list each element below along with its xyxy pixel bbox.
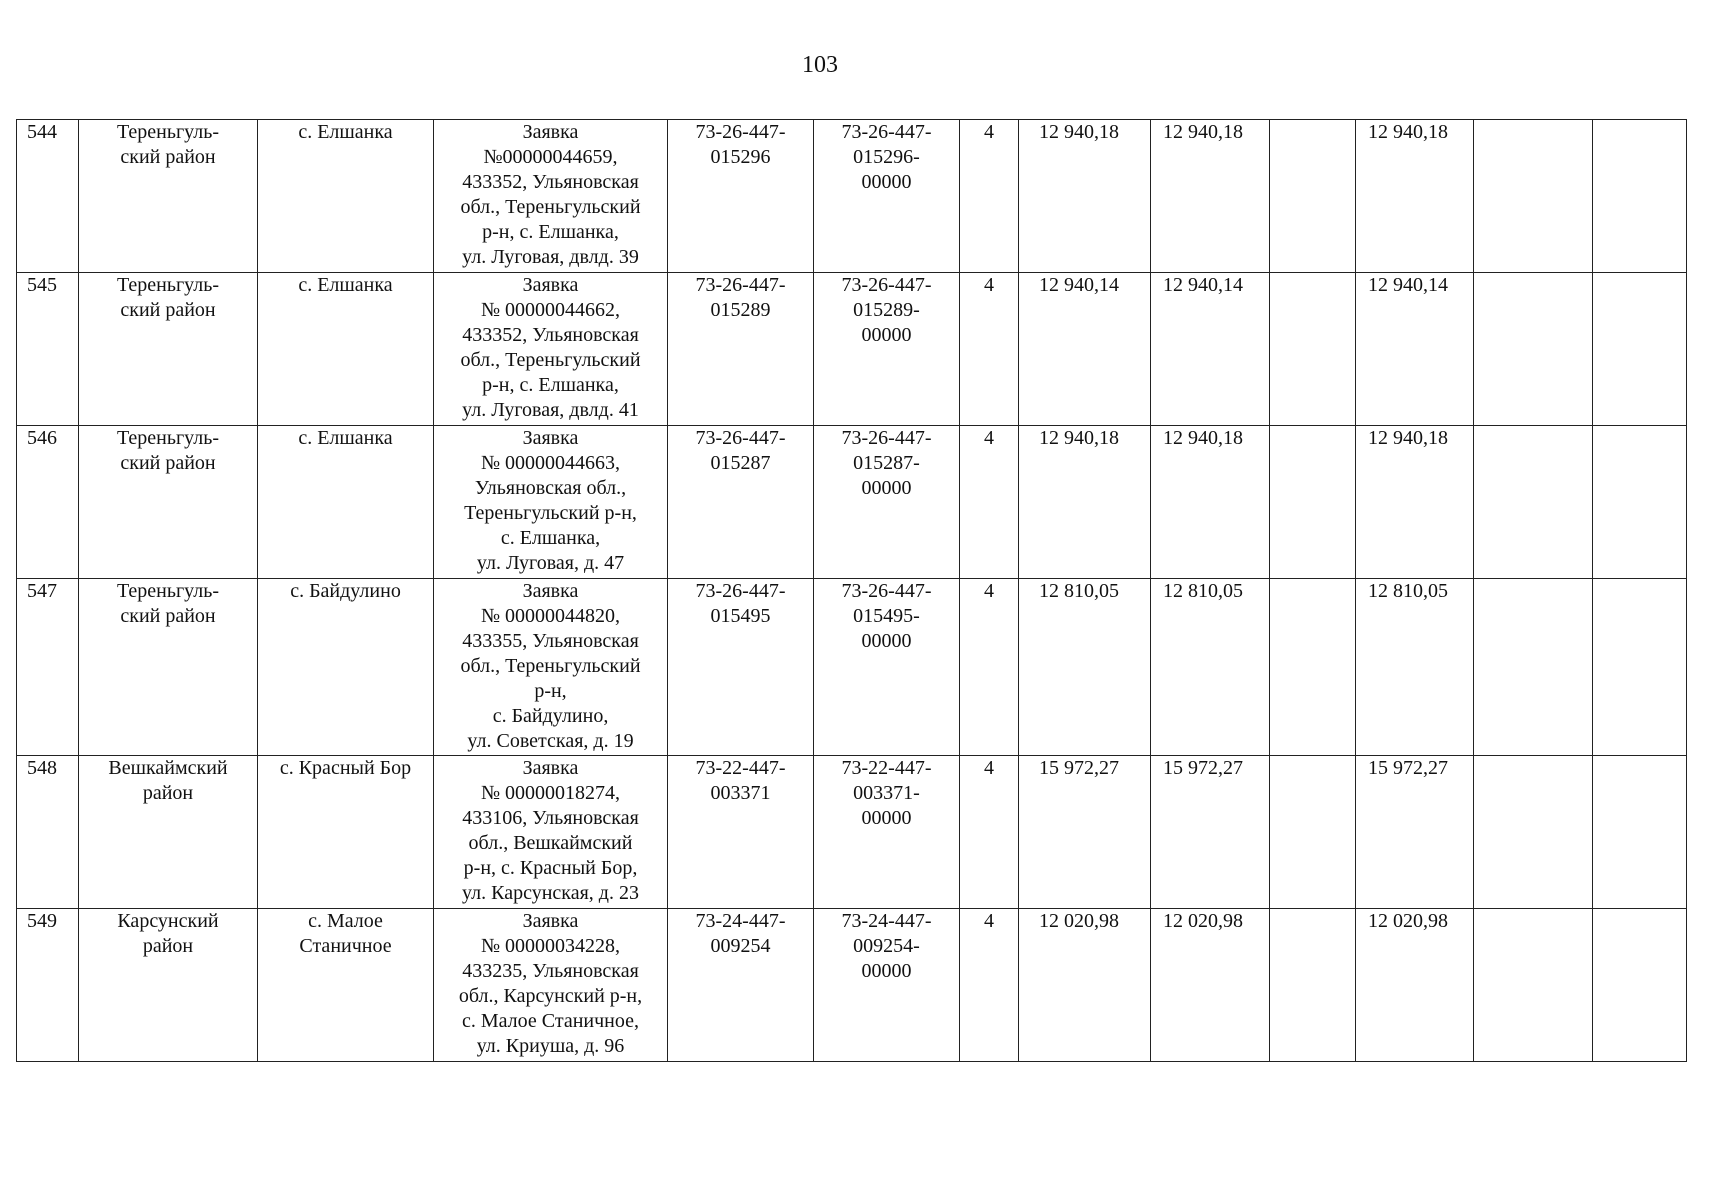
cell-empty [1474,120,1593,273]
cell-amount-3: 15 972,27 [1356,756,1474,909]
cell-locality: с. Малое Станичное [258,909,434,1062]
table-row [17,120,1687,273]
register-table [16,119,1687,1062]
cell-request: Заявка № 00000044663, Ульяновская обл., Тереньгульский р-н, с. Елшанка, ул. Луговая, д. 47 [434,426,668,579]
cell-code-full: 73-26-447- 015495- 00000 [814,579,960,756]
cell-empty [1593,579,1687,756]
cell-number: 548 [17,756,79,909]
cell-empty [1593,120,1687,273]
cell-code-full: 73-26-447- 015289- 00000 [814,273,960,426]
cell-amount-1: 15 972,27 [1019,756,1151,909]
cell-code: 73-26-447- 015296 [668,120,814,273]
table-row [17,273,1687,426]
cell-amount-2: 15 972,27 [1151,756,1270,909]
cell-amount-3: 12 940,18 [1356,120,1474,273]
cell-amount-3: 12 020,98 [1356,909,1474,1062]
page-number: 103 [802,52,838,78]
table-body [17,120,1687,1062]
cell-locality: с. Байдулино [258,579,434,756]
table-row [17,426,1687,579]
cell-district: Карсунский район [79,909,258,1062]
table-row [17,579,1687,756]
cell-quantity: 4 [960,909,1019,1062]
cell-code: 73-26-447- 015287 [668,426,814,579]
cell-request: Заявка № 00000044820, 433355, Ульяновская обл., Тереньгульский р-н, с. Байдулино, ул. Советская, д. 19 [434,579,668,756]
cell-district: Тереньгуль- ский район [79,120,258,273]
cell-amount-3: 12 810,05 [1356,579,1474,756]
cell-amount-1: 12 940,18 [1019,120,1151,273]
cell-empty [1593,756,1687,909]
cell-empty [1270,120,1356,273]
cell-locality: с. Елшанка [258,426,434,579]
cell-amount-2: 12 940,18 [1151,120,1270,273]
cell-code-full: 73-22-447- 003371- 00000 [814,756,960,909]
cell-code-full: 73-26-447- 015296- 00000 [814,120,960,273]
cell-number: 549 [17,909,79,1062]
cell-district: Тереньгуль- ский район [79,426,258,579]
table-row [17,909,1687,1062]
cell-empty [1474,426,1593,579]
cell-empty [1270,756,1356,909]
cell-empty [1270,426,1356,579]
cell-locality: с. Красный Бор [258,756,434,909]
cell-amount-2: 12 940,14 [1151,273,1270,426]
cell-amount-1: 12 810,05 [1019,579,1151,756]
cell-code: 73-24-447- 009254 [668,909,814,1062]
cell-empty [1474,273,1593,426]
cell-amount-2: 12 940,18 [1151,426,1270,579]
cell-amount-1: 12 940,14 [1019,273,1151,426]
cell-quantity: 4 [960,273,1019,426]
cell-request: Заявка № 00000018274, 433106, Ульяновская обл., Вешкаймский р-н, с. Красный Бор, ул. Карсунская, д. 23 [434,756,668,909]
cell-empty [1474,756,1593,909]
cell-number: 545 [17,273,79,426]
cell-request: Заявка № 00000044662, 433352, Ульяновская обл., Тереньгульский р-н, с. Елшанка, ул. Луговая, двлд. 41 [434,273,668,426]
cell-quantity: 4 [960,426,1019,579]
cell-empty [1474,579,1593,756]
table-row [17,756,1687,909]
cell-code-full: 73-26-447- 015287- 00000 [814,426,960,579]
cell-empty [1270,579,1356,756]
cell-code: 73-26-447- 015495 [668,579,814,756]
cell-amount-1: 12 020,98 [1019,909,1151,1062]
cell-amount-1: 12 940,18 [1019,426,1151,579]
cell-locality: с. Елшанка [258,120,434,273]
cell-quantity: 4 [960,756,1019,909]
cell-number: 546 [17,426,79,579]
cell-empty [1270,273,1356,426]
cell-quantity: 4 [960,120,1019,273]
cell-amount-2: 12 810,05 [1151,579,1270,756]
cell-request: Заявка №00000044659, 433352, Ульяновская обл., Тереньгульский р-н, с. Елшанка, ул. Луговая, двлд. 39 [434,120,668,273]
cell-locality: с. Елшанка [258,273,434,426]
cell-district: Вешкаймский район [79,756,258,909]
cell-empty [1593,909,1687,1062]
cell-district: Тереньгуль- ский район [79,273,258,426]
cell-code: 73-26-447- 015289 [668,273,814,426]
cell-empty [1593,426,1687,579]
cell-amount-3: 12 940,14 [1356,273,1474,426]
cell-code: 73-22-447- 003371 [668,756,814,909]
cell-empty [1593,273,1687,426]
cell-number: 544 [17,120,79,273]
cell-amount-3: 12 940,18 [1356,426,1474,579]
cell-amount-2: 12 020,98 [1151,909,1270,1062]
cell-code-full: 73-24-447- 009254- 00000 [814,909,960,1062]
cell-request: Заявка № 00000034228, 433235, Ульяновская обл., Карсунский р-н, с. Малое Станичное, ул. Криуша, д. 96 [434,909,668,1062]
cell-district: Тереньгуль- ский район [79,579,258,756]
cell-empty [1270,909,1356,1062]
cell-empty [1474,909,1593,1062]
cell-quantity: 4 [960,579,1019,756]
cell-number: 547 [17,579,79,756]
